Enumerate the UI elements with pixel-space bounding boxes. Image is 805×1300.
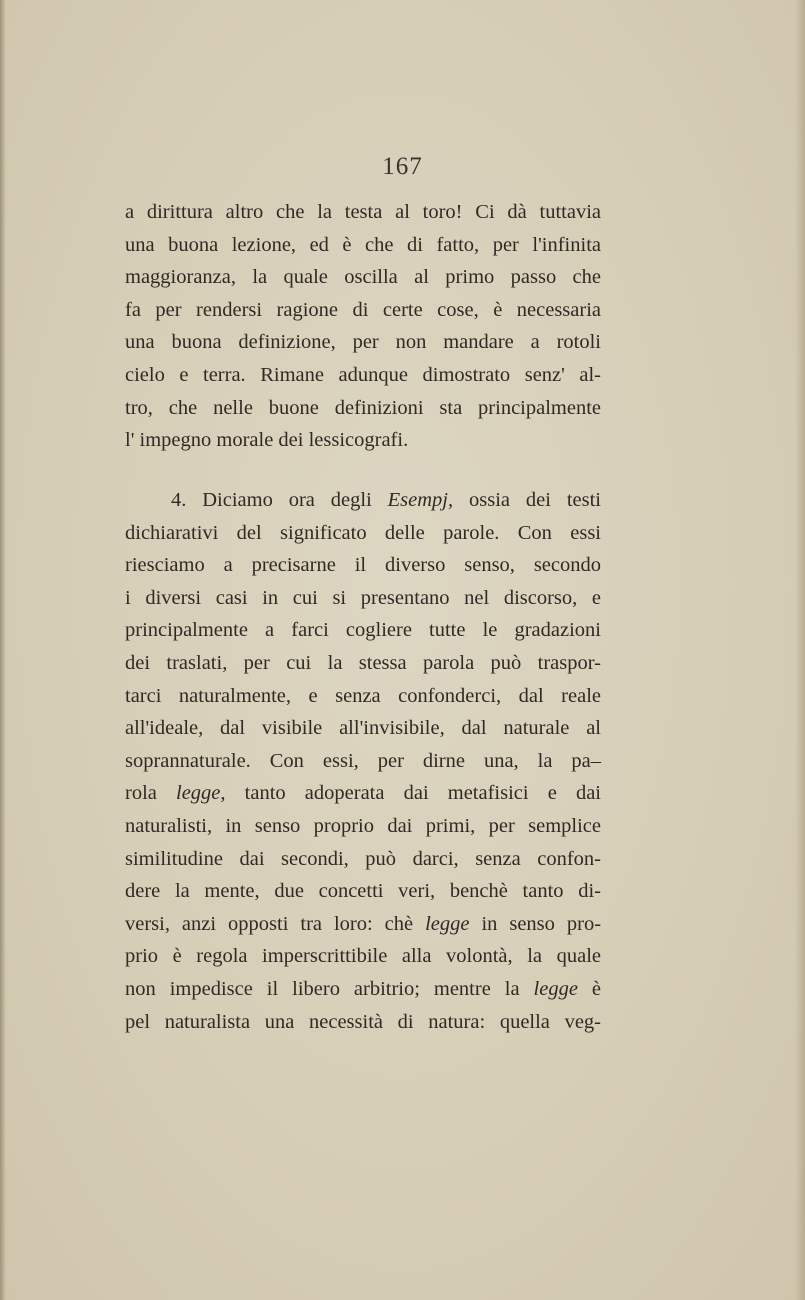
text-segment: rola <box>125 782 177 805</box>
text-line: prio è regola imperscrittibile alla volontà, la quale <box>125 945 601 968</box>
page-number: 167 <box>382 153 423 180</box>
text-line: tro, che nelle buone definizioni sta principalmente <box>125 396 601 419</box>
text-line: tarci naturalmente, e senza confonderci, dal reale <box>125 684 601 707</box>
text-segment: , tanto adoperata dai metafisici e dai <box>220 782 601 805</box>
text-line: una buona definizione, per non mandare a rotoli <box>125 331 601 354</box>
text-line: cielo e terra. Rimane adunque dimostrato senz' al- <box>125 363 601 386</box>
text-line: i diversi casi in cui si presentano nel discorso, e <box>125 586 601 609</box>
text-segment: in senso pro- <box>481 912 602 935</box>
text-line: naturalisti, in senso proprio dai primi, per semplice <box>125 814 601 837</box>
text-segment: 4. Diciamo ora degli <box>171 489 388 511</box>
paragraph-1 <box>125 196 601 457</box>
text-line <box>125 484 601 517</box>
text-segment: versi, anzi opposti tra loro: chè <box>125 912 414 935</box>
italic-term: legge <box>425 912 470 935</box>
text-line: dichiarativi del significato delle parole. Con essi <box>125 521 601 544</box>
text-line <box>125 973 601 1006</box>
text-line: riesciamo a precisarne il diverso senso, secondo <box>125 554 601 577</box>
text-line: dere la mente, due concetti veri, benchè tanto di- <box>125 880 601 903</box>
text-line: l' impegno morale dei lessicografi. <box>125 429 409 452</box>
text-line: una buona lezione, ed è che di fatto, per l'infinita <box>125 233 601 256</box>
text-line <box>125 777 601 810</box>
text-segment: non impedisce il libero arbitrio; mentre la <box>125 977 520 1000</box>
page-right-edge-shadow <box>795 0 805 1300</box>
paragraph-2 <box>125 484 601 1038</box>
text-line: similitudine dai secondi, può darci, senza confon- <box>125 847 601 870</box>
text-line: pel naturalista una necessità di natura: quella veg- <box>125 1010 601 1033</box>
text-line: principalmente a farci cogliere tutte le gradazioni <box>125 619 601 642</box>
italic-term: Esempj, <box>387 489 454 511</box>
text-line: fa per rendersi ragione di certe cose, è necessaria <box>125 298 601 321</box>
page-left-edge-shadow <box>0 0 6 1300</box>
italic-term: legge <box>533 977 578 1000</box>
text-line: soprannaturale. Con essi, per dirne una, la pa– <box>125 749 601 772</box>
text-line: maggioranza, la quale oscilla al primo passo che <box>125 266 601 289</box>
text-segment: è <box>591 977 602 1000</box>
text-segment: ossia dei testi <box>453 489 601 511</box>
italic-term: legge <box>176 782 221 805</box>
text-line: dei traslati, per cui la stessa parola può traspor- <box>125 651 601 674</box>
text-line: a dirittura altro che la testa al toro! Ci dà tuttavia <box>125 201 601 223</box>
text-line: all'ideale, dal visibile all'invisibile, dal naturale al <box>125 717 601 740</box>
text-line <box>125 908 601 941</box>
